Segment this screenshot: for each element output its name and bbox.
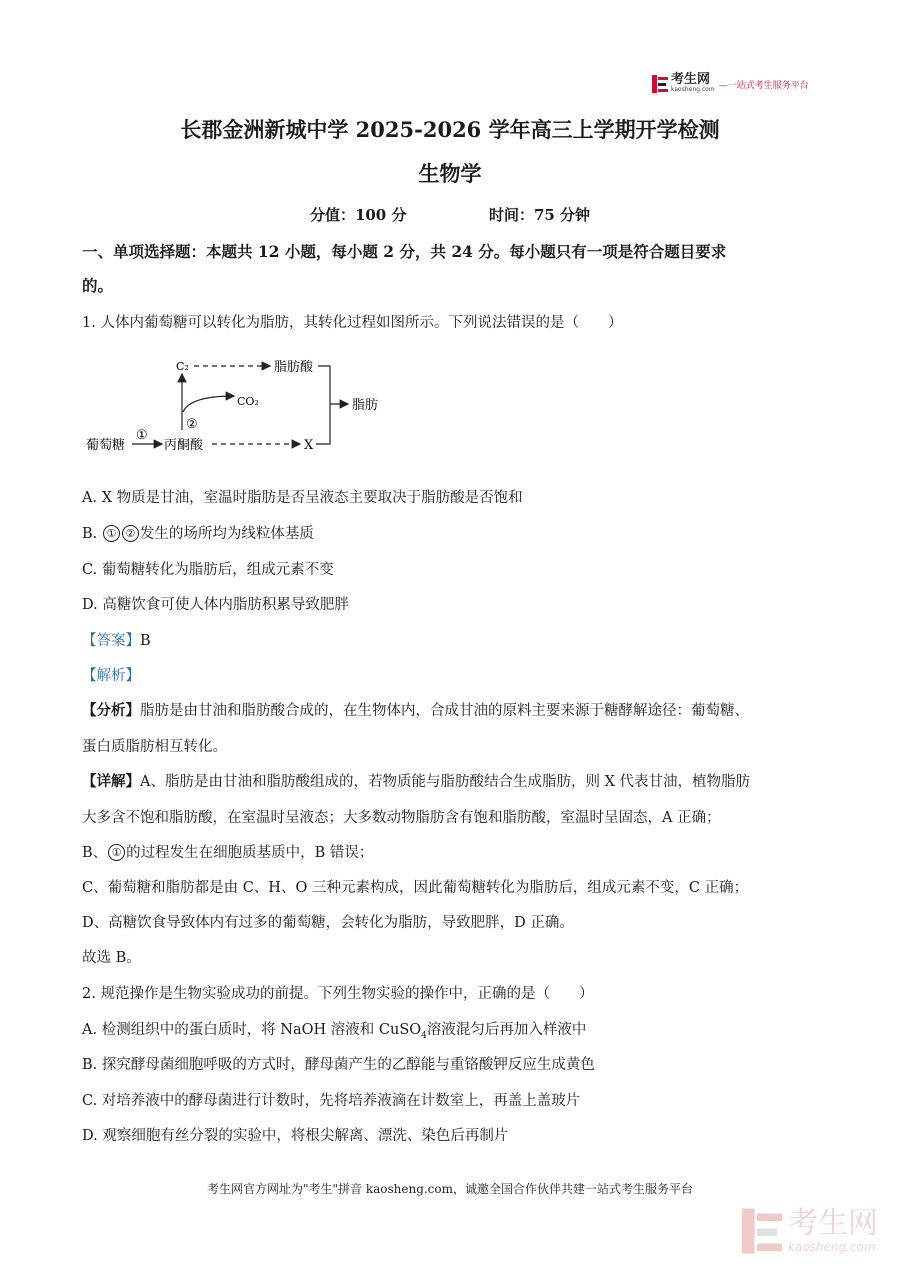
- fenxi-tag: 【分析】: [82, 702, 140, 719]
- q1-detail-d: D、高糖饮食导致体内有过多的葡萄糖，会转化为脂肪，导致肥胖，D 正确。: [82, 915, 574, 931]
- header-logo: [652, 74, 809, 93]
- kaosheng-logo-icon: [652, 75, 668, 93]
- section-heading: 一、单项选择题：本题共 12 小题，每小题 2 分，共 24 分。每小题只有一项是符合题目要求: [82, 242, 727, 261]
- diagram-pyruvate: 丙酮酸: [164, 438, 204, 453]
- q1-detail-b: B、 ① 的过程发生在细胞质基质中，B 错误；: [82, 845, 374, 861]
- page-footer: 考生网官方网址为"考生"拼音 kaosheng.com，诚邀全国合作伙伴共建一站式考生服务平台: [206, 1182, 694, 1196]
- q1-detail-1: 【详解】A、脂肪是由甘油和脂肪酸组成的，若物质能与脂肪酸结合生成脂肪，则 X 代表甘油，植物脂肪: [82, 773, 751, 790]
- circled-2: ②: [122, 525, 139, 542]
- diagram-x: X: [304, 438, 314, 453]
- diagram-fatty-acid: 脂肪酸: [274, 360, 314, 375]
- diagram-co2: CO₂: [237, 395, 259, 408]
- q1-diagram: [82, 352, 392, 462]
- q1-stem: 1. 人体内葡萄糖可以转化为脂肪，其转化过程如图所示。下列说法错误的是（ ）: [82, 315, 623, 331]
- diagram-fat: 脂肪: [352, 398, 379, 413]
- analysis-tag: 【解析】: [82, 668, 140, 684]
- score-info: 分值：100 分: [309, 206, 407, 224]
- diagram-step2: ②: [186, 417, 198, 432]
- q1-option-a: A. X 物质是甘油，室温时脂肪是否呈液态主要取决于脂肪酸是否饱和: [82, 490, 523, 506]
- watermark: [742, 1207, 878, 1255]
- subject-title: 生物学: [418, 161, 482, 186]
- diagram-step1: ①: [136, 428, 148, 443]
- q1-detail-c: C、葡萄糖和脂肪都是由 C、H、O 三种元素构成，因此葡萄糖转化为脂肪后，组成元素不变，C 正确；: [82, 880, 749, 896]
- q1-option-d: D. 高糖饮食可使人体内脂肪积累导致肥胖: [82, 597, 349, 613]
- q2-option-c: C. 对培养液中的酵母菌进行计数时，先将培养液滴在计数室上，再盖上盖玻片: [82, 1093, 581, 1109]
- q2-stem: 2. 规范操作是生物实验成功的前提。下列生物实验的操作中，正确的是（ ）: [82, 986, 594, 1002]
- diagram-c2: C₂: [176, 360, 189, 373]
- circled-1: ①: [108, 844, 125, 861]
- watermark-logo-icon: [742, 1207, 782, 1255]
- logo-name: 考生网: [671, 72, 711, 87]
- section-heading-cont: 的。: [82, 276, 114, 295]
- q1-fenxi-1: 【分析】脂肪是由甘油和脂肪酸合成的，在生物体内，合成甘油的原料主要来源于糖酵解途径：葡萄糖、: [82, 702, 749, 719]
- exam-meta: [0, 204, 900, 225]
- q2-option-a: A. 检测组织中的蛋白质时，将 NaOH 溶液和 CuSO$_4$溶液混匀后再加入样液中: [82, 1022, 587, 1041]
- q1-detail-2: 大多含不饱和脂肪酸，在室温时呈液态；大多数动物脂肪含有饱和脂肪酸，室温时呈固态，A 正确；: [82, 810, 721, 826]
- circled-1: ①: [103, 525, 120, 542]
- watermark-name: 考生网: [788, 1206, 878, 1241]
- watermark-domain: kaosheng.com: [788, 1240, 876, 1254]
- time-info: 时间：75 分钟: [488, 206, 591, 224]
- arrow-to-co2: [183, 396, 234, 412]
- q1-fenxi-2: 蛋白质脂肪相互转化。: [82, 739, 227, 755]
- answer-tag: 【答案】: [82, 633, 140, 649]
- diagram-glucose: 葡萄糖: [86, 438, 126, 453]
- q1-option-c: C. 葡萄糖转化为脂肪后，组成元素不变: [82, 562, 334, 578]
- detail-tag: 【详解】: [82, 773, 140, 790]
- logo-domain: kaosheng.com: [671, 86, 715, 93]
- q2-option-d: D. 观察细胞有丝分裂的实验中，将根尖解离、漂洗、染色后再制片: [82, 1128, 509, 1144]
- page-title: 长郡金洲新城中学 2025-2026 学年高三上学期开学检测: [180, 117, 720, 142]
- q2-option-b: B. 探究酵母菌细胞呼吸的方式时，酵母菌产生的乙醇能与重铬酸钾反应生成黄色: [82, 1057, 595, 1073]
- merge-bracket: [316, 366, 330, 444]
- q1-option-b: B. ① ② 发生的场所均为线粒体基质: [82, 526, 314, 542]
- logo-slogan: —一站式考生服务平台: [718, 81, 809, 91]
- q1-conclusion: 故选 B。: [82, 950, 141, 966]
- q1-answer: 【答案】B: [82, 633, 151, 649]
